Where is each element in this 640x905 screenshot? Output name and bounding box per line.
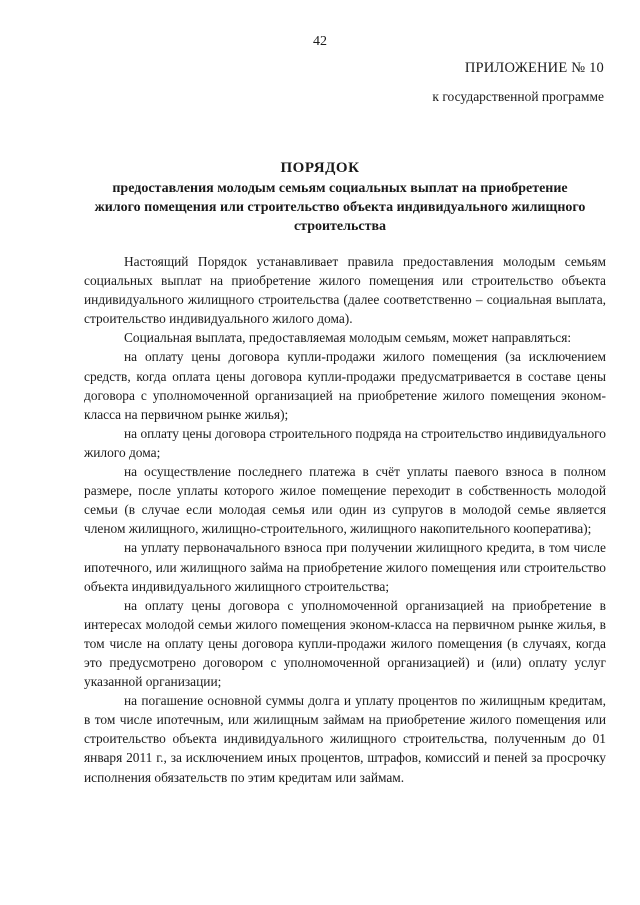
page-number: 42 <box>313 34 327 49</box>
list-item-construction-contract: на оплату цены договора строительного подряда на строительство индивидуального жилого дома; <box>84 425 606 460</box>
document-body <box>84 252 606 787</box>
list-item-loan-repayment: на погашение основной суммы долга и уплату процентов по жилищным кредитам, в том числе ипотечным, или жилищным займам на приобретение жилого помещения или строительство объекта индивидуального жилищного строительства, полученным до 01 января 2011 г., за исключением иных процентов, штрафов, комиссий и пеней за просрочку исполнения обязательств по этим кредитам или займам. <box>84 693 606 785</box>
list-item-share-payment: на осуществление последнего платежа в счёт уплаты паевого взноса в полном размере, после уплаты которого жилое помещение переходит в собственность молодой семьи (в случае если молодая семья или один из супругов в молодой семье является членом жилищного, жилищно-строительного, жилищного накопительного кооператива); <box>84 464 606 537</box>
list-item-authorized-organization: на оплату цены договора с уполномоченной организацией на приобретение в интересах молодой семьи жилого помещения эконом-класса на первичном рынке жилья, в том числе на оплату цены договора купли-продажи жилого помещения (в случаях, когда это предусмотрено договором с уполномоченной организацией) и (или) оплату услуг указанной организации; <box>84 597 606 690</box>
document-subtitle: предоставления молодым семьям социальных выплат на приобретение жилого помещения или строительство объекта индивидуального жилищного строительства <box>94 181 586 234</box>
list-item-down-payment: на уплату первоначального взноса при получении жилищного кредита, в том числе ипотечного, или жилищного займа на приобретение жилого помещения или строительство объекта индивидуального жилищного строительства; <box>84 540 606 594</box>
appendix-subtitle: к государственной программе <box>432 89 604 104</box>
document-title: ПОРЯДОК <box>280 160 360 176</box>
list-item-purchase: на оплату цены договора купли-продажи жилого помещения (за исключением средств, когда оплата цены договора купли-продажи предусматривается в составе цены договора с уполномоченной организацией на приобретение жилого помещения эконом-класса на первичном рынке жилья); <box>84 349 606 422</box>
appendix-title: ПРИЛОЖЕНИЕ № 10 <box>464 60 604 76</box>
paragraph-intro: Настоящий Порядок устанавливает правила предоставления молодым семьям социальных выплат на приобретение жилого помещения или строительство объекта индивидуального жилищного строительства (далее соответственно – социальная выплата, строительство индивидуального жилого дома). <box>84 254 606 327</box>
paragraph-directions: Социальная выплата, предоставляемая молодым семьям, может направляться: <box>124 330 572 346</box>
